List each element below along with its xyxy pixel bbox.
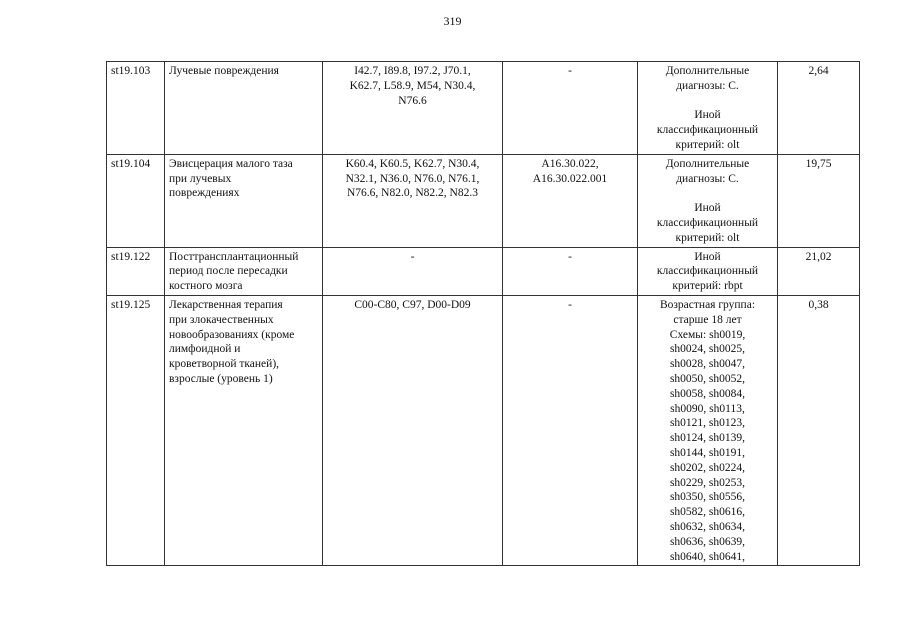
criteria-line: диагнозы: C.	[676, 79, 739, 92]
criteria-line: sh0028, sh0047,	[669, 358, 746, 371]
criteria-line: sh0124, sh0139,	[669, 432, 746, 445]
name-cell	[165, 247, 323, 295]
criteria-line: sh0024, sh0025,	[669, 343, 746, 356]
criteria-line: sh0582, sh0616,	[669, 506, 746, 519]
coefficient-cell: 2,64	[778, 62, 860, 155]
name-line: Эвисцерация малого таза	[169, 157, 293, 170]
diagnoses-cell	[323, 154, 503, 247]
code-cell: st19.103	[107, 62, 165, 155]
diagnoses-cell	[323, 247, 503, 295]
criteria-line: sh0640, sh0641,	[669, 550, 746, 563]
diagnoses-line: C00-C80, C97, D00-D09	[354, 298, 471, 311]
name-line: период после пересадки	[169, 265, 288, 278]
criteria-cell	[638, 62, 778, 155]
services-line: A16.30.022.001	[532, 172, 608, 185]
services-cell	[503, 295, 638, 565]
criteria-line: классификационный	[656, 216, 759, 229]
criteria-line: sh0202, sh0224,	[669, 461, 746, 474]
coefficient-cell: 0,38	[778, 295, 860, 565]
diagnoses-line: I42.7, I89.8, I97.2, J70.1,	[354, 65, 471, 77]
criteria-line: sh0636, sh0639,	[669, 535, 746, 548]
criteria-line: sh0121, sh0123,	[669, 417, 746, 430]
code-cell: st19.125	[107, 295, 165, 565]
table-row	[107, 62, 860, 155]
table-body	[107, 62, 860, 566]
name-line: при лучевых	[169, 172, 232, 185]
criteria-line: диагнозы: C.	[676, 172, 739, 185]
diagnoses-line: N76.6, N82.0, N82.2, N82.3	[347, 187, 478, 200]
coefficient-cell: 21,02	[778, 247, 860, 295]
criteria-line: критерий: rbpt	[672, 280, 743, 293]
services-line: -	[568, 65, 572, 77]
criteria-line: Иной	[694, 250, 721, 263]
criteria-line: sh0050, sh0052,	[669, 372, 746, 385]
name-line: взрослые (уровень 1)	[169, 372, 273, 385]
table-row	[107, 295, 860, 565]
criteria-line: sh0350, sh0556,	[669, 491, 746, 504]
criteria-line: sh0090, sh0113,	[670, 402, 745, 415]
code-cell: st19.104	[107, 154, 165, 247]
name-line: Посттрансплантационный	[169, 250, 299, 263]
criteria-line: Иной	[694, 202, 721, 215]
services-line: -	[568, 250, 572, 263]
criteria-line: классификационный	[656, 265, 759, 278]
criteria-line: Схемы: sh0019,	[669, 328, 746, 341]
table-row	[107, 247, 860, 295]
tariff-table	[106, 61, 860, 566]
diagnoses-line: K62.7, L58.9, M54, N30.4,	[349, 79, 476, 92]
criteria-line: Дополнительные	[665, 65, 750, 77]
criteria-line: старше 18 лет	[673, 313, 742, 326]
table-row	[107, 154, 860, 247]
name-line: костного мозга	[169, 280, 243, 293]
criteria-line: sh0632, sh0634,	[669, 520, 746, 533]
criteria-line: классификационный	[656, 124, 759, 137]
diagnoses-cell	[323, 62, 503, 155]
name-line: Лекарственная терапия	[169, 298, 283, 311]
services-line: A16.30.022,	[541, 157, 599, 170]
name-line: новообразованиях (кроме	[169, 328, 295, 341]
services-cell	[503, 247, 638, 295]
page-number: 319	[443, 14, 462, 28]
criteria-line: Возрастная группа:	[659, 298, 756, 311]
name-line: лимфоидной и	[169, 343, 241, 356]
criteria-line: критерий: olt	[675, 231, 740, 244]
criteria-line	[642, 186, 773, 201]
diagnoses-line: N32.1, N36.0, N76.0, N76.1,	[345, 172, 480, 185]
diagnoses-line: N76.6	[398, 94, 427, 107]
name-line: повреждениях	[169, 187, 240, 200]
services-cell	[503, 154, 638, 247]
diagnoses-line: -	[410, 250, 415, 263]
criteria-line: Иной	[694, 109, 721, 122]
criteria-cell	[638, 295, 778, 565]
criteria-cell	[638, 247, 778, 295]
criteria-cell	[638, 154, 778, 247]
services-cell	[503, 62, 638, 155]
name-cell	[165, 295, 323, 565]
criteria-line: sh0058, sh0084,	[669, 387, 746, 400]
name-line: кроветворной тканей),	[169, 358, 280, 371]
criteria-line: sh0144, sh0191,	[669, 446, 746, 459]
name-cell	[165, 62, 323, 155]
name-line: при злокачественных	[169, 313, 274, 326]
criteria-line	[642, 94, 773, 109]
diagnoses-cell	[323, 295, 503, 565]
coefficient-cell: 19,75	[778, 154, 860, 247]
criteria-line: sh0229, sh0253,	[669, 476, 746, 489]
services-line: -	[568, 298, 572, 311]
criteria-line: критерий: olt	[675, 138, 740, 151]
name-line: Лучевые повреждения	[169, 65, 279, 77]
diagnoses-line: K60.4, K60.5, K62.7, N30.4,	[345, 157, 480, 170]
criteria-line: Дополнительные	[665, 157, 750, 170]
name-cell	[165, 154, 323, 247]
code-cell: st19.122	[107, 247, 165, 295]
